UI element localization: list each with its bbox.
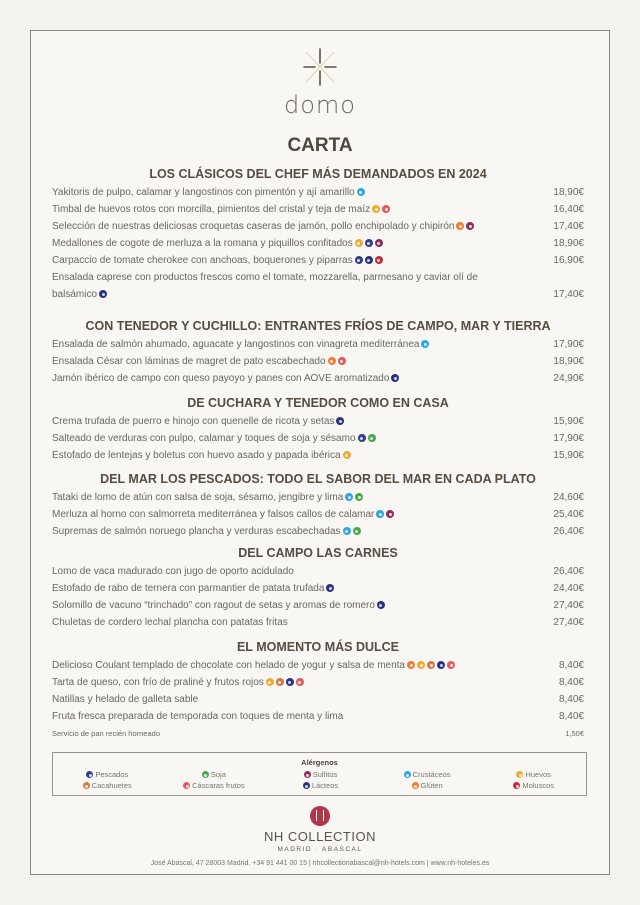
menu-item <box>52 447 584 464</box>
legend-label: Cáscaras frutos <box>192 781 245 790</box>
legend-item <box>479 770 586 779</box>
menu-item <box>52 614 584 631</box>
section-title: DE CUCHARA Y TENEDOR COMO EN CASA <box>187 396 449 410</box>
cacahuetes-allergen-icon <box>276 678 284 686</box>
cacahuetes-allergen-icon <box>427 661 435 669</box>
crustaceos-allergen-icon <box>376 510 384 518</box>
huevos-allergen-icon <box>516 771 523 778</box>
pescados-allergen-icon <box>358 434 366 442</box>
item-price: 26,40€ <box>553 526 584 537</box>
sulfitos-allergen-icon <box>304 771 311 778</box>
item-name <box>52 184 365 201</box>
menu-section <box>52 639 584 725</box>
menu-section <box>52 166 584 303</box>
cascaras-frutos-allergen-icon <box>382 205 390 213</box>
moluscos-allergen-icon <box>375 256 383 264</box>
legend-item <box>479 781 586 790</box>
pescados-allergen-icon <box>365 239 373 247</box>
item-price: 18,90€ <box>553 187 584 198</box>
legend-item <box>266 781 373 790</box>
item-name-text: Salteado de verduras con pulpo, calamar y toques de soja y sésamo <box>52 433 356 444</box>
menu-item <box>52 184 584 201</box>
item-name-text: Ensalada César con láminas de magret de pato escabechado <box>52 356 326 367</box>
cascaras-frutos-allergen-icon <box>447 661 455 669</box>
item-name-text: Lomo de vaca madurado con jugo de oporto acidulado <box>52 566 294 577</box>
item-price: 24,90€ <box>553 373 584 384</box>
item-name <box>52 563 294 580</box>
item-name <box>52 523 361 540</box>
menu-item <box>52 708 584 725</box>
lacteos-allergen-icon <box>437 661 445 669</box>
item-price: 8,40€ <box>558 711 584 722</box>
item-price: 17,90€ <box>553 339 584 350</box>
item-price: 18,90€ <box>553 238 584 249</box>
item-price: 8,40€ <box>558 660 584 671</box>
bread-price: 1,50€ <box>565 729 584 738</box>
item-price: 27,40€ <box>553 617 584 628</box>
item-price: 17,40€ <box>553 221 584 232</box>
menu-item <box>52 201 584 218</box>
menu-item <box>52 218 584 235</box>
huevos-allergen-icon <box>343 451 351 459</box>
item-name <box>52 657 455 674</box>
legend-item <box>373 781 480 790</box>
huevos-allergen-icon <box>266 678 274 686</box>
gluten-allergen-icon <box>407 661 415 669</box>
crustaceos-allergen-icon <box>421 340 429 348</box>
menu-section <box>52 471 584 540</box>
legend-label: Crustáceos <box>412 770 451 779</box>
item-name-text: Tarta de queso, con frío de praliné y frutos rojos <box>52 677 264 688</box>
item-name-text: Supremas de salmón noruego plancha y verduras escabechadas <box>52 526 341 537</box>
cascaras-frutos-allergen-icon <box>296 678 304 686</box>
item-price: 25,40€ <box>553 509 584 520</box>
item-name-text: Chuletas de cordero lechal plancha con patatas fritas <box>52 617 288 628</box>
item-name <box>52 413 344 430</box>
menu-section <box>52 318 584 387</box>
menu-item <box>52 235 584 252</box>
crustaceos-allergen-icon <box>404 771 411 778</box>
item-name-text: Ensalada caprese con productos frescos como el tomate, mozzarella, parmesano y caviar olí de balsámico <box>52 272 478 300</box>
item-price: 27,40€ <box>553 600 584 611</box>
item-name-text: Natillas y helado de galleta sable <box>52 694 199 705</box>
item-price: 17,90€ <box>553 433 584 444</box>
legend-item <box>53 781 160 790</box>
item-name <box>52 506 394 523</box>
legend-label: Cacahuetes <box>91 781 132 790</box>
sulfitos-allergen-icon <box>375 239 383 247</box>
gluten-allergen-icon <box>328 357 336 365</box>
logo-wordmark: domo <box>284 91 356 119</box>
legend-label: Pescados <box>95 770 129 779</box>
item-price: 8,40€ <box>558 677 584 688</box>
item-price: 8,40€ <box>558 694 584 705</box>
menu-section <box>52 545 584 631</box>
menu-item <box>52 523 584 540</box>
legend-label: Lácteos <box>311 781 339 790</box>
item-price: 15,90€ <box>553 450 584 461</box>
crustaceos-allergen-icon <box>357 188 365 196</box>
item-name-text: Selección de nuestras deliciosas croquetas caseras de jamón, pollo enchipolado y chipirón <box>52 221 455 232</box>
item-name-text: Medallones de cogote de merluza a la romana y piquillos confitados <box>52 238 353 249</box>
item-name <box>52 201 390 218</box>
menu-section <box>52 395 584 464</box>
item-price: 26,40€ <box>553 566 584 577</box>
huevos-allergen-icon <box>372 205 380 213</box>
item-price: 17,40€ <box>553 289 584 300</box>
legend-item <box>160 781 267 790</box>
footer-address: José Abascal, 47 28003 Madrid. +34 91 441 00 15 | nhcollectionabascal@nh-hotels.com | www.nh-hoteles.es <box>150 860 490 867</box>
nh-brand: NH COLLECTION <box>264 829 376 844</box>
bread-service <box>52 729 584 738</box>
menu-item <box>52 413 584 430</box>
item-name <box>52 597 385 614</box>
section-title: DEL CAMPO LAS CARNES <box>238 546 398 560</box>
menu-item <box>52 430 584 447</box>
cascaras-frutos-allergen-icon <box>338 357 346 365</box>
section-title: EL MOMENTO MÁS DULCE <box>236 640 400 654</box>
item-price: 24,40€ <box>553 583 584 594</box>
item-name <box>52 580 334 597</box>
huevos-allergen-icon <box>417 661 425 669</box>
item-name <box>52 489 363 506</box>
lacteos-allergen-icon <box>99 290 107 298</box>
item-name-text: Merluza al horno con salmorreta mediterránea y falsos callos de calamar <box>52 509 375 520</box>
gluten-allergen-icon <box>412 782 419 789</box>
sulfitos-allergen-icon <box>466 222 474 230</box>
item-name-text: Tataki de lomo de atún con salsa de soja, sésamo, jengibre y lima <box>52 492 344 503</box>
section-title: LOS CLÁSICOS DEL CHEF MÁS DEMANDADOS EN 2024 <box>149 167 487 181</box>
item-name <box>52 370 399 387</box>
soja-allergen-icon <box>368 434 376 442</box>
legend-label: Huevos <box>525 770 551 779</box>
nh-footer <box>0 806 640 867</box>
page-title: CARTA <box>287 135 353 156</box>
item-name-text: Delicioso Coulant templado de chocolate con helado de yogur y salsa de menta <box>52 660 405 671</box>
item-name-text: Estofado de rabo de ternera con parmantier de patata trufada <box>52 583 325 594</box>
item-name-text: Fruta fresca preparada de temporada con toques de menta y lima <box>52 711 344 722</box>
legend-title: Alérgenos <box>301 758 338 767</box>
moluscos-allergen-icon <box>513 782 520 789</box>
menu-item <box>52 580 584 597</box>
cutlery-star-icon <box>300 46 340 88</box>
legend-item <box>266 770 373 779</box>
sulfitos-allergen-icon <box>386 510 394 518</box>
item-name <box>52 674 304 691</box>
bread-label: Servicio de pan recién horneado <box>52 729 160 738</box>
menu-item <box>52 353 584 370</box>
soja-allergen-icon <box>353 527 361 535</box>
menu-item <box>52 563 584 580</box>
lacteos-allergen-icon <box>377 601 385 609</box>
menu-item <box>52 691 584 708</box>
lacteos-allergen-icon <box>286 678 294 686</box>
allergen-legend <box>52 752 587 796</box>
menu-item <box>52 597 584 614</box>
item-name <box>52 353 346 370</box>
item-name <box>52 614 288 631</box>
legend-label: Moluscos <box>522 781 555 790</box>
item-price: 24,60€ <box>553 492 584 503</box>
menu-item <box>52 252 584 269</box>
menu-item <box>52 489 584 506</box>
item-name <box>52 252 383 269</box>
legend-item <box>53 770 160 779</box>
menu-item <box>52 657 584 674</box>
item-price: 16,90€ <box>553 255 584 266</box>
lacteos-allergen-icon <box>303 782 310 789</box>
item-name <box>52 430 376 447</box>
item-name-text: Solomillo de vacuno “trinchado” con ragout de setas y aromas de romero <box>52 600 375 611</box>
menu-item <box>52 674 584 691</box>
item-name <box>52 235 383 252</box>
lacteos-allergen-icon <box>336 417 344 425</box>
legend-item <box>373 770 480 779</box>
nh-city: MADRID · ABASCAL <box>277 846 363 853</box>
menu-item <box>52 269 584 303</box>
cascaras-frutos-allergen-icon <box>183 782 190 789</box>
domo-logo <box>280 46 360 119</box>
item-name-text: Carpaccio de tomate cherokee con anchoas, boquerones y piparras <box>52 255 353 266</box>
item-name <box>52 269 512 303</box>
item-name-text: Crema trufada de puerro e hinojo con quenelle de ricota y setas <box>52 416 335 427</box>
soja-allergen-icon <box>202 771 209 778</box>
legend-label: Soja <box>210 770 226 779</box>
lacteos-allergen-icon <box>365 256 373 264</box>
item-name <box>52 691 198 708</box>
menu-item <box>52 506 584 523</box>
section-title: DEL MAR LOS PESCADOS: TODO EL SABOR DEL MAR EN CADA PLATO <box>100 472 536 486</box>
item-name-text: Jamón ibérico de campo con queso payoyo y panes con AOVE aromatizado <box>52 373 390 384</box>
gluten-allergen-icon <box>456 222 464 230</box>
item-price: 15,90€ <box>553 416 584 427</box>
huevos-allergen-icon <box>355 239 363 247</box>
menu-item <box>52 370 584 387</box>
legend-label: Glúten <box>420 781 443 790</box>
lacteos-allergen-icon <box>391 374 399 382</box>
nh-logo-icon <box>310 806 330 826</box>
item-name-text: Yakitoris de pulpo, calamar y langostinos con pimentón y ají amarillo <box>52 187 355 198</box>
item-name <box>52 218 474 235</box>
section-title: CON TENEDOR Y CUCHILLO: ENTRANTES FRÍOS DE CAMPO, MAR Y TIERRA <box>85 319 551 333</box>
item-name <box>52 336 429 353</box>
crustaceos-allergen-icon <box>345 493 353 501</box>
legend-label: Sulfitos <box>312 770 338 779</box>
cacahuetes-allergen-icon <box>83 782 90 789</box>
lacteos-allergen-icon <box>326 584 334 592</box>
item-price: 16,40€ <box>553 204 584 215</box>
crustaceos-allergen-icon <box>343 527 351 535</box>
pescados-allergen-icon <box>86 771 93 778</box>
item-name <box>52 708 343 725</box>
item-name-text: Timbal de huevos rotos con morcilla, pimientos del cristal y teja de maíz <box>52 204 371 215</box>
item-name-text: Estofado de lentejas y boletus con huevo asado y papada ibérica <box>52 450 341 461</box>
soja-allergen-icon <box>355 493 363 501</box>
legend-item <box>160 770 267 779</box>
item-name-text: Ensalada de salmón ahumado, aguacate y langostinos con vinagreta mediterránea <box>52 339 420 350</box>
menu-item <box>52 336 584 353</box>
item-name <box>52 447 351 464</box>
item-price: 18,90€ <box>553 356 584 367</box>
pescados-allergen-icon <box>355 256 363 264</box>
